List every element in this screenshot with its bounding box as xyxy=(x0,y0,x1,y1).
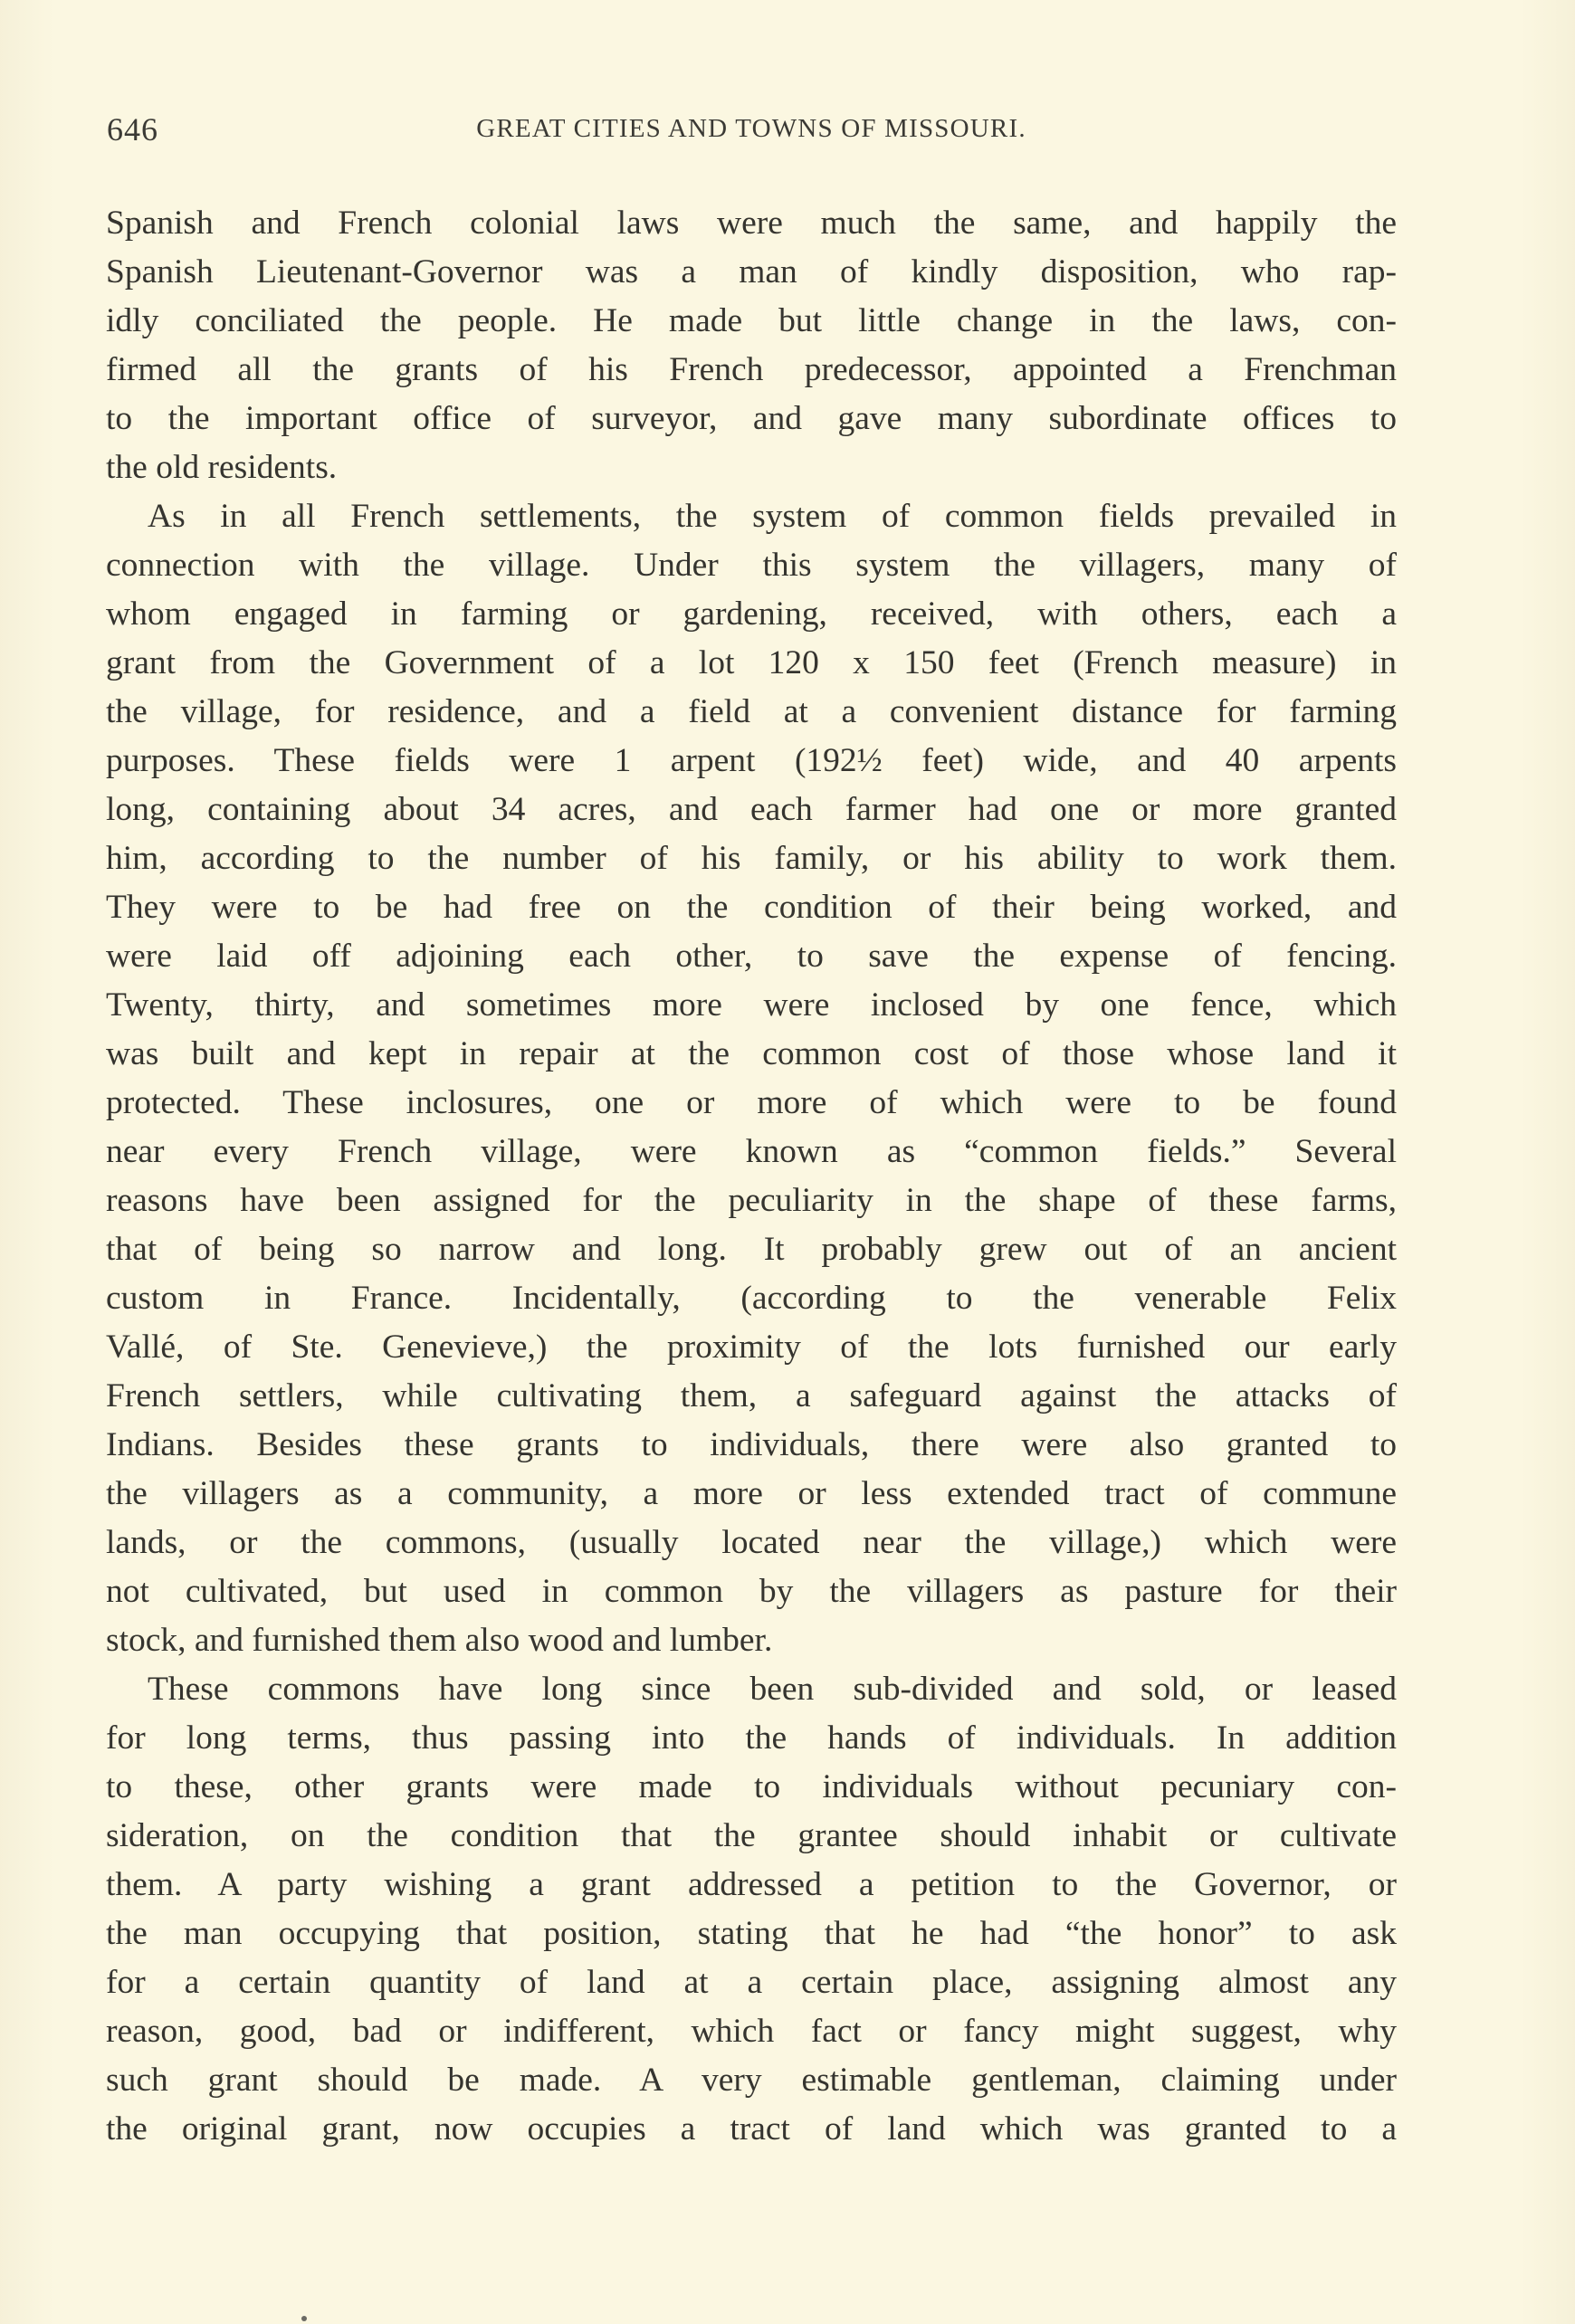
text-line: him, according to the number of his family, or his ability to work them. xyxy=(106,840,1397,877)
text-line: connection with the village. Under this system the villagers, many of xyxy=(106,547,1397,584)
text-line: Spanish and French colonial laws were much the same, and happily the xyxy=(106,205,1397,242)
running-head-title: GREAT CITIES AND TOWNS OF MISSOURI. xyxy=(476,114,1026,143)
text-line: to the important office of surveyor, and gave many subordinate offices to xyxy=(106,400,1397,437)
text-line: reasons have been assigned for the peculiarity in the shape of these farms, xyxy=(106,1182,1397,1219)
text-line: Indians. Besides these grants to individuals, there were also granted to xyxy=(106,1426,1397,1463)
text-line: the man occupying that position, stating that he had “the honor” to ask xyxy=(106,1915,1397,1952)
page-number: 646 xyxy=(107,111,158,148)
text-line: stock, and furnished them also wood and lumber. xyxy=(106,1622,773,1659)
text-line: for a certain quantity of land at a certain place, assigning almost any xyxy=(106,1964,1397,2001)
text-line: They were to be had free on the condition of their being worked, and xyxy=(106,889,1397,926)
text-line: These commons have long since been sub-divided and sold, or leased xyxy=(148,1671,1397,1708)
text-line: such grant should be made. A very estimable gentleman, claiming under xyxy=(106,2062,1397,2099)
text-line: sideration, on the condition that the grantee should inhabit or cultivate xyxy=(106,1817,1397,1854)
paper-speck xyxy=(301,2316,307,2321)
text-line: them. A party wishing a grant addressed a petition to the Governor, or xyxy=(106,1866,1397,1903)
text-line: for long terms, thus passing into the hands of individuals. In addition xyxy=(106,1719,1397,1757)
text-line: reason, good, bad or indifferent, which fact or fancy might suggest, why xyxy=(106,2013,1397,2050)
text-line: was built and kept in repair at the common cost of those whose land it xyxy=(106,1035,1397,1072)
text-line: not cultivated, but used in common by the villagers as pasture for their xyxy=(106,1573,1397,1610)
text-line: Twenty, thirty, and sometimes more were inclosed by one fence, which xyxy=(106,986,1397,1024)
text-line: Vallé, of Ste. Genevieve,) the proximity of the lots furnished our early xyxy=(106,1329,1397,1366)
text-line: French settlers, while cultivating them, a safeguard against the attacks of xyxy=(106,1377,1397,1414)
text-line: the original grant, now occupies a tract of land which was granted to a xyxy=(106,2110,1397,2148)
text-line: the village, for residence, and a field at a convenient distance for farming xyxy=(106,693,1397,730)
text-line: whom engaged in farming or gardening, received, with others, each a xyxy=(106,595,1397,633)
text-line: near every French village, were known as “common fields.” Several xyxy=(106,1133,1397,1170)
text-line: to these, other grants were made to individuals without pecuniary con- xyxy=(106,1768,1397,1805)
text-line: long, containing about 34 acres, and each farmer had one or more granted xyxy=(106,791,1397,828)
text-line: protected. These inclosures, one or more of which were to be found xyxy=(106,1084,1397,1121)
text-line: lands, or the commons, (usually located near the village,) which were xyxy=(106,1524,1397,1561)
text-line: Spanish Lieutenant-Governor was a man of kindly disposition, who rap- xyxy=(106,253,1397,290)
text-line: idly conciliated the people. He made but little change in the laws, con- xyxy=(106,302,1397,339)
text-line: purposes. These fields were 1 arpent (192½ feet) wide, and 40 arpents xyxy=(106,742,1397,779)
text-line: grant from the Government of a lot 120 x 150 feet (French measure) in xyxy=(106,644,1397,681)
text-line: custom in France. Incidentally, (according to the venerable Felix xyxy=(106,1280,1397,1317)
text-line: the villagers as a community, a more or less extended tract of commune xyxy=(106,1475,1397,1512)
text-line: the old residents. xyxy=(106,449,338,486)
text-line: firmed all the grants of his French predecessor, appointed a Frenchman xyxy=(106,351,1397,388)
text-line: were laid off adjoining each other, to save the expense of fencing. xyxy=(106,938,1397,975)
text-line: that of being so narrow and long. It probably grew out of an ancient xyxy=(106,1231,1397,1268)
text-line: As in all French settlements, the system of common fields prevailed in xyxy=(148,498,1397,535)
